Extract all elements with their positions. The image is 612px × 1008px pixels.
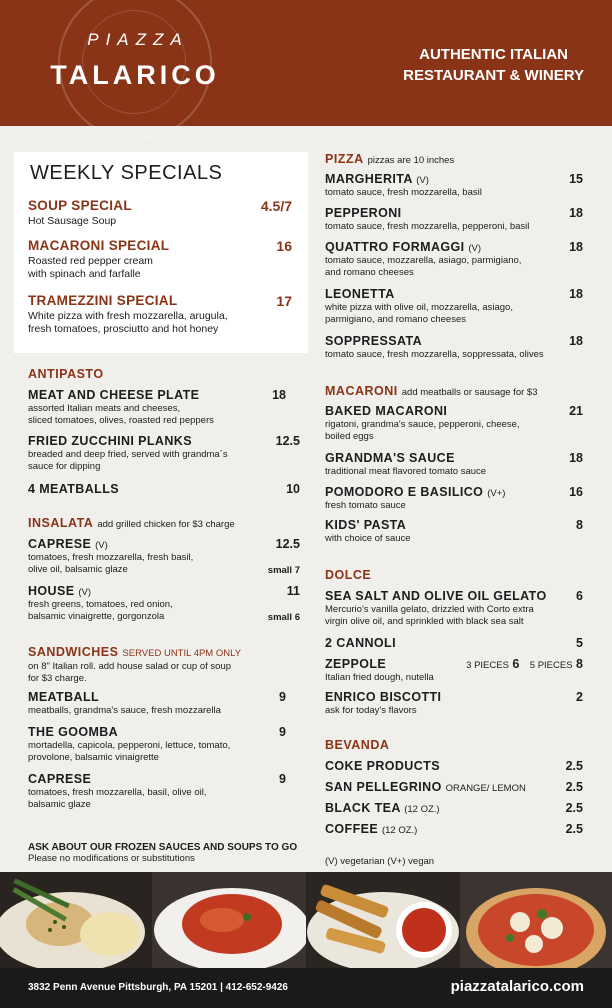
item-price: 18	[569, 334, 583, 348]
item-desc: fresh tomato sauce	[325, 500, 406, 511]
menu-item	[325, 287, 583, 326]
item-name: SEA SALT AND OLIVE OIL GELATO	[325, 589, 547, 603]
item-name: CAPRESE (V)	[28, 537, 108, 551]
section-title-insalata: INSALATA add grilled chicken for $3 charge	[28, 516, 235, 530]
special-price: 16	[276, 238, 292, 254]
item-price: 16	[569, 485, 583, 499]
item-price: 2.5	[565, 822, 583, 836]
item-price: 2.5	[565, 801, 583, 815]
item-price: 18	[569, 240, 583, 254]
item-price: 18	[569, 451, 583, 465]
special-name: MACARONI SPECIAL	[28, 238, 170, 253]
special-desc: White pizza with fresh mozzarella, arugula, fresh tomatoes, prosciutto and hot honey	[28, 310, 228, 335]
section-title-dolce: DOLCE	[325, 568, 372, 582]
menu-item	[28, 434, 300, 473]
address-phone: 3832 Penn Avenue Pittsburgh, PA 15201 | 412-652-9426	[28, 982, 288, 993]
menu-item	[28, 537, 300, 576]
logo-piazza-text: PIAZZA	[87, 30, 189, 49]
item-name: QUATTRO FORMAGGI (V)	[325, 240, 482, 254]
item-desc: assorted Italian meats and cheeses, sliced tomatoes, olives, roasted red peppers	[28, 403, 214, 426]
tagline-line-1: AUTHENTIC ITALIAN	[419, 46, 569, 63]
special-price: 17	[276, 293, 292, 309]
item-desc: ask for today's flavors	[325, 705, 417, 716]
item-name: HOUSE (V)	[28, 584, 91, 598]
weekly-specials-title: WEEKLY SPECIALS	[30, 162, 223, 184]
item-desc: with choice of sauce	[325, 533, 411, 544]
menu-item	[28, 690, 300, 717]
item-price: 8	[576, 518, 583, 532]
item-name: PEPPERONI	[325, 206, 402, 220]
item-name: ZEPPOLE	[325, 657, 387, 671]
item-name: GRANDMA'S SAUCE	[325, 451, 455, 465]
menu-item	[325, 759, 583, 773]
menu-item	[28, 584, 300, 623]
special-item	[28, 293, 292, 336]
item-desc: tomatoes, fresh mozzarella, fresh basil, olive oil, balsamic glaze	[28, 552, 194, 575]
chicken-piccata-photo	[0, 872, 152, 968]
item-name: 2 CANNOLI	[325, 636, 396, 650]
item-price: 18	[569, 206, 583, 220]
item-name: BAKED MACARONI	[325, 404, 448, 418]
item-price: 5	[576, 636, 583, 650]
menu-item	[28, 482, 300, 496]
item-desc: mortadella, capicola, pepperoni, lettuce, tomato, provolone, balsamic vinaigrette	[28, 740, 231, 763]
item-desc: tomato sauce, fresh mozzarella, pepperoni, basil	[325, 221, 530, 232]
menu-item	[325, 636, 583, 650]
menu-item	[28, 725, 300, 764]
special-item	[28, 198, 292, 228]
item-price: 12.5	[275, 537, 300, 551]
special-item	[28, 238, 292, 281]
header-banner	[0, 0, 612, 126]
food-photo-strip	[0, 872, 612, 968]
special-desc: Roasted red pepper cream with spinach and farfalle	[28, 255, 153, 280]
menu-item	[325, 822, 583, 836]
menu-item	[325, 485, 583, 512]
item-name: LEONETTA	[325, 287, 395, 301]
menu-item	[325, 780, 583, 794]
item-desc: tomato sauce, mozzarella, asiago, parmigiano, and romano cheeses	[325, 255, 522, 278]
website-link[interactable]: piazzatalarico.com	[450, 978, 584, 995]
section-note: add grilled chicken for $3 charge	[97, 519, 235, 530]
item-name: FRIED ZUCCHINI PLANKS	[28, 434, 192, 448]
pizza-photo	[460, 872, 612, 968]
special-name: TRAMEZZINI SPECIAL	[28, 293, 178, 308]
menu-item	[325, 240, 583, 279]
footer-bar	[0, 968, 612, 1008]
section-title-antipasto: ANTIPASTO	[28, 367, 104, 381]
item-desc: tomato sauce, fresh mozzarella, basil	[325, 187, 482, 198]
special-price: 4.5/7	[260, 198, 292, 214]
menu-item	[325, 206, 583, 233]
item-name: BLACK TEA (12 OZ.)	[325, 801, 440, 815]
item-name: MEAT AND CHEESE PLATE	[28, 388, 200, 402]
menu-item	[325, 518, 583, 545]
item-price: 11	[286, 584, 300, 598]
item-price: 12.5	[275, 434, 300, 448]
item-name: 4 MEATBALLS	[28, 482, 119, 496]
item-price: 9	[279, 725, 286, 739]
item-desc: Mercurio's vanilla gelato, drizzled with Corto extra virgin olive oil, and sprinkled with black sea salt	[325, 604, 534, 627]
item-price: 2	[576, 690, 583, 704]
tagline-line-2: RESTAURANT & WINERY	[403, 67, 584, 84]
item-name: CAPRESE	[28, 772, 92, 786]
menu-item	[325, 404, 583, 443]
menu-item	[325, 657, 583, 684]
item-price: 21	[569, 404, 583, 418]
zeppole-prices: 3 PIECES 6 5 PIECES 8	[466, 657, 583, 671]
menu-item	[325, 690, 583, 717]
section-title-macaroni: MACARONI add meatballs or sausage for $3	[325, 384, 538, 398]
special-desc: Hot Sausage Soup	[28, 215, 117, 227]
item-name: THE GOOMBA	[28, 725, 119, 739]
frozen-sauces-note: ASK ABOUT OUR FROZEN SAUCES AND SOUPS TO GO Please no modifications or substitutions	[28, 842, 298, 864]
item-price: 15	[569, 172, 583, 186]
item-name: SAN PELLEGRINO ORANGE/ LEMON	[325, 780, 526, 794]
item-desc: breaded and deep fried, served with grandma´s sauce for dipping	[28, 449, 228, 472]
item-name: ENRICO BISCOTTI	[325, 690, 442, 704]
menu-item	[325, 334, 583, 361]
zucchini-planks-photo	[306, 872, 460, 968]
item-price: 9	[279, 772, 286, 786]
menu-item	[325, 589, 583, 628]
item-desc: fresh greens, tomatoes, red onion, balsamic vinaigrette, gorgonzola	[28, 599, 173, 622]
item-desc: tomato sauce, fresh mozzarella, soppressata, olives	[325, 349, 544, 360]
section-note: SERVED UNTIL 4PM ONLY	[122, 648, 242, 659]
item-name: MARGHERITA (V)	[325, 172, 429, 186]
diet-legend: (V) vegetarian (V+) vegan	[325, 856, 435, 867]
menu-item	[325, 801, 583, 815]
item-name: SOPPRESSATA	[325, 334, 423, 348]
menu-item	[28, 388, 300, 427]
item-price: 18	[272, 388, 286, 402]
item-price: 2.5	[565, 759, 583, 773]
special-name: SOUP SPECIAL	[28, 198, 132, 213]
small-price: small 7	[267, 565, 300, 576]
item-price: 2.5	[565, 780, 583, 794]
section-title-pizza: PIZZA pizzas are 10 inches	[325, 152, 455, 166]
item-price: 10	[286, 482, 300, 496]
section-title-sandwiches: SANDWICHES SERVED UNTIL 4PM ONLY	[28, 645, 242, 659]
item-name: KIDS' PASTA	[325, 518, 407, 532]
item-price: 18	[569, 287, 583, 301]
section-note: pizzas are 10 inches	[367, 155, 455, 166]
tagline	[403, 44, 584, 86]
item-price: 6	[576, 589, 583, 603]
item-name: POMODORO E BASILICO (V+)	[325, 485, 506, 499]
weekly-specials-box	[14, 152, 308, 353]
item-desc: tomatoes, fresh mozzarella, basil, olive oil, balsamic glaze	[28, 787, 207, 810]
menu-item	[28, 772, 300, 811]
spaghetti-photo	[152, 872, 306, 968]
sandwich-intro: on 8" Italian roll. add house salad or cup of soup for $3 charge.	[28, 661, 232, 684]
section-title-bevanda: BEVANDA	[325, 738, 390, 752]
item-price: 9	[279, 690, 286, 704]
item-name: MEATBALL	[28, 690, 100, 704]
item-name: COKE PRODUCTS	[325, 759, 440, 773]
item-desc: white pizza with olive oil, mozzarella, asiago, parmigiano, and romano cheeses	[325, 302, 513, 325]
item-desc: traditional meat flavored tomato sauce	[325, 466, 487, 477]
menu-item	[325, 451, 583, 478]
item-name: COFFEE (12 OZ.)	[325, 822, 418, 836]
menu-item	[325, 172, 583, 199]
logo-name-text: TALARICO	[50, 60, 220, 90]
item-desc: Italian fried dough, nutella	[325, 672, 434, 683]
small-price: small 6	[267, 612, 300, 623]
section-note: add meatballs or sausage for $3	[401, 387, 538, 398]
item-desc: meatballs, grandma's sauce, fresh mozzarella	[28, 705, 221, 716]
item-desc: rigatoni, grandma's sauce, pepperoni, cheese, boiled eggs	[325, 419, 520, 442]
